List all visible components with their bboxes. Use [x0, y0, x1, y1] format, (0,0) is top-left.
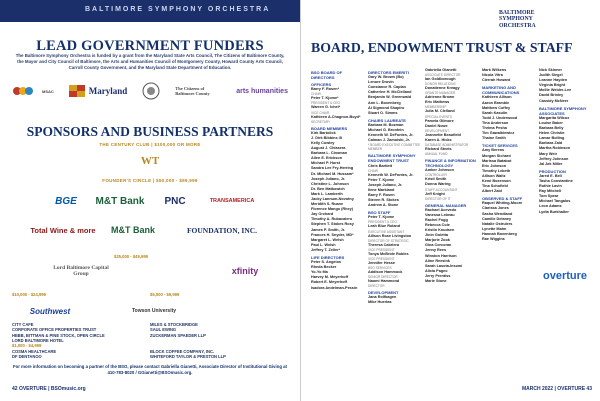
sponsors-heading: SPONSORS AND BUSINESS PARTNERS: [26, 124, 274, 139]
role-title: GRANTS MANAGER: [425, 91, 456, 96]
person-name: Sandra Lee Fry-Herring: [311, 166, 354, 171]
tier-25k: $25,000 - $49,999: [114, 254, 148, 259]
person-name: Nicola Vitra: [482, 73, 503, 78]
person-name: Mark Wilkens: [482, 68, 507, 72]
person-name: Mollie Weider-Lee: [539, 88, 572, 93]
person-name: Cierrah Howard: [482, 78, 511, 83]
person-name: Kenneth W. DeFontes, Jr.: [368, 133, 414, 138]
person-name: Jinin Goletta: [425, 233, 448, 238]
person-name: Jeannette Beaufield: [425, 132, 461, 137]
person-name: Sasha Wendland: [482, 211, 513, 216]
person-name: Isadora Andelman-Pessin: [311, 285, 358, 290]
role-title: MEMBERSHIP: [425, 105, 447, 110]
section-heading: OBSERVED & STAFF: [482, 196, 523, 202]
person-name: Chris Bartlett: [368, 163, 393, 168]
person-name: Gabriella Gianetti: [425, 68, 457, 72]
person-name: Allison Rose Livingston: [368, 233, 412, 238]
person-name: Eric Johnson: [482, 163, 507, 168]
section-heading: MARKETING AND COMMUNICATIONS: [482, 85, 520, 96]
section-heading: BALTIMORE SYMPHONY ENDOWMENT TRUST: [368, 153, 416, 164]
section-heading: GENERAL MANAGER: [425, 202, 467, 208]
maryland-flag-icon: [69, 83, 89, 99]
person-name: Kemi Boxenson: [482, 178, 511, 183]
southwest-logo: Southwest: [29, 306, 71, 316]
section-heading: DIRECTORS EMERITI: [368, 70, 409, 75]
person-name: Ian Goldborough: [425, 77, 456, 82]
person-name: Allison Waltz: [482, 173, 506, 178]
person-name: Kenneth W. DeFontes, Jr.: [368, 172, 414, 177]
person-name: Paul L. Welsh: [311, 242, 336, 247]
person-name: Marjorie Zook: [425, 238, 450, 243]
role-title: PRESIDENT & CEO: [368, 220, 397, 225]
role-title: DIRECTOR OF IT: [425, 196, 451, 201]
person-name: Mary Weir: [539, 151, 558, 156]
role-title: DONOR RELATIONS: [425, 82, 456, 87]
person-name: Peter T. Kjome*: [311, 96, 339, 101]
role-title: SENIOR DIRECTOR: [368, 275, 398, 279]
person-name: Karen A. Hicks: [425, 137, 452, 142]
person-name: Addison Hammock: [368, 269, 403, 274]
person-name: Harvey M. Meyerhoff: [311, 275, 349, 280]
person-name: Peter S. Angelos: [311, 260, 342, 265]
person-name: Stephen T. Stokes Rosy: [311, 222, 354, 227]
right-page: [300, 0, 600, 401]
person-name: Sarah Lasota-Insomi: [425, 263, 463, 268]
person-name: Yo-Yo Ma: [311, 270, 328, 275]
person-name: Rae Wiggins: [482, 237, 505, 241]
person-name: Stuart O. Simms: [368, 110, 398, 115]
role-title: CHAIR: [311, 92, 321, 97]
person-name: Rachael Acevedo: [425, 207, 457, 212]
role-title: STAFF ACCOUNTANT: [425, 187, 458, 192]
person-name: Tim Gawalkiewicz: [482, 131, 515, 136]
roster-column-5: [539, 68, 593, 215]
mt-bank-logo: M&T Bank: [95, 195, 145, 207]
person-name: Peter T. Kjome: [368, 177, 395, 182]
section-heading: LIFE DIRECTORS: [311, 255, 345, 260]
right-page-footer: MARCH 2022 | OVERTURE 43: [521, 386, 592, 392]
person-name: Martha Robinson: [539, 146, 571, 151]
person-name: David Brinley: [539, 93, 564, 98]
person-name: Adrienne Brown: [425, 95, 455, 100]
person-name: Marie Stone: [425, 279, 447, 283]
person-name: Pamela Gilmore: [425, 118, 454, 123]
tier-5k: $5,000 - $9,999: [150, 292, 180, 297]
person-name: Leanne Hayden: [539, 78, 568, 83]
role-title: * BOARD EXECUTIVE COMMITTEE MEMBER: [368, 143, 421, 152]
person-name: Michael Tangalos: [539, 199, 571, 204]
person-name: Constance R. Caplan: [368, 85, 406, 90]
person-name: Gary W. Brown (Bo): [368, 75, 404, 80]
arts-humanities-logo: arts humanities: [236, 87, 288, 95]
person-name: Rheda Becker: [311, 265, 337, 270]
person-name: Raquel Whiting-Moore: [482, 201, 523, 206]
role-title: SECRETARY: [311, 119, 331, 124]
person-name: Calman J. Zamoiski, Jr.: [368, 138, 410, 143]
person-name: Margarita Wilcox: [539, 115, 570, 120]
person-name: Lynette Mahn: [482, 226, 507, 231]
person-name: Hannah Boxenberg: [482, 231, 517, 236]
baltimore-county-logo: The Citizens of Baltimore County: [175, 86, 210, 96]
person-name: Kristin Knudsen: [425, 228, 455, 233]
person-name: Barbara Zaid: [539, 141, 563, 146]
person-name: Natalie Ostrulers: [482, 221, 513, 226]
lead-funders-heading: LEAD GOVERNMENT FUNDERS: [36, 38, 264, 54]
person-name: Rachel Fogg: [425, 217, 448, 222]
person-name: Morgan Sichard: [482, 153, 511, 158]
person-name: Lenore Drovin: [368, 80, 394, 85]
person-name: Eric Mathews: [425, 100, 450, 105]
city-seal-logo: [142, 82, 160, 100]
person-name: Barry F. Rosen: [368, 192, 395, 197]
person-name: Joseph Juliano, Jr.: [311, 176, 346, 181]
sponsor-list-left: CITY CAFE CORPORATE OFFICE PROPERTIES TRUST HEBB, BITTMAN & PINE STOCK, OPEN CIRCLE LORD BALTIMORE HOTEL: [12, 322, 105, 343]
header-band: [0, 0, 300, 22]
role-title: ANNUAL FUND: [425, 152, 448, 157]
section-heading: BOARD MEMBERS: [311, 125, 348, 131]
person-name: Barry F. Rosen*: [311, 87, 340, 92]
century-club-logo: WT: [140, 155, 160, 167]
xfinity-logo: xfinity: [231, 266, 259, 276]
person-name: Nick Skinner: [539, 68, 563, 72]
roster-column-1: [311, 68, 365, 291]
person-name: Christine L. Johnson: [311, 181, 349, 186]
person-name: Jay Orchard: [311, 212, 334, 217]
person-name: Alicia Pageo: [425, 268, 448, 273]
person-name: Virginia Bright: [539, 83, 566, 88]
person-name: James P. Smith, Jr.: [311, 227, 346, 232]
person-name: Cassidy McNeer: [539, 98, 569, 103]
person-name: J. Dirk Bibbins III: [311, 135, 342, 140]
person-name: Judith Siegel: [539, 73, 563, 78]
section-heading: BALTIMORE SYMPHONY ASSOCIATES: [539, 105, 587, 116]
roster-column-2: [368, 68, 422, 305]
bso-logo: BALTIMORE SYMPHONY ORCHESTRA: [499, 10, 536, 29]
role-title: VICE PRESIDENT: [368, 256, 395, 261]
person-name: Vanessa Lebeau: [425, 212, 455, 217]
person-name: Ilene Markland: [368, 187, 395, 192]
person-name: Donatienne Kreagy: [425, 86, 460, 91]
person-name: Louise Baker: [539, 120, 563, 125]
person-name: Jared E. Bell: [539, 173, 562, 178]
person-name: Mark L. Lamberth: [311, 191, 343, 196]
person-name: Barbara L. Cinoman: [311, 151, 348, 156]
person-name: Jeff Knight: [425, 191, 445, 196]
person-name: Kirk Bartolick: [311, 130, 336, 135]
msac-logo: MSAC: [12, 82, 54, 100]
person-name: Camille Delaney: [482, 216, 512, 221]
tier-1k: $1,000 - $4,999: [12, 343, 42, 348]
person-name: Warren G. Ichel*: [311, 105, 341, 110]
role-title: VICE PRESIDENT: [368, 247, 395, 252]
person-name: Leon Adams: [539, 204, 562, 209]
person-name: Thaine Smith: [482, 136, 506, 141]
person-name: Allen E. Erickson: [311, 156, 343, 161]
person-name: Steven R. Stokes: [368, 198, 399, 203]
person-name: Tina Anderson: [482, 120, 509, 125]
person-name: Gina Corcoran: [425, 243, 452, 248]
person-name: Jal Ark Miller: [539, 161, 563, 166]
person-name: Kathleen Allison: [482, 95, 512, 100]
person-name: Jana Rolfbagen: [368, 295, 397, 300]
person-name: Rebecca Cole: [425, 222, 450, 227]
person-name: Benjamin W. Greenwald: [368, 95, 412, 100]
bge-logo: BGE: [55, 195, 77, 207]
person-name: Dr. Ben Matkowich: [311, 186, 345, 191]
section-heading: PRODUCTION: [539, 168, 566, 174]
person-name: Timothy A. Rubacalero: [311, 217, 353, 222]
person-name: Peter T. Kjome: [368, 215, 395, 220]
sponsor-list-left-2: COSMA HEALTHCARE DF DENTANOO: [12, 349, 57, 360]
mt-bank-logo-2: M&T Bank: [110, 225, 155, 235]
left-page-footer: 42 OVERTURE | BSOmusic.org: [12, 386, 86, 392]
person-name: Aline Reesink: [425, 258, 450, 263]
person-name: Leah Blue Roland: [368, 224, 401, 229]
section-heading: OFFICERS: [311, 82, 332, 88]
section-heading: BSO BOARD OF DIRECTORS: [311, 70, 343, 81]
person-name: Daniel Nowe: [425, 123, 448, 128]
role-title: DEVELOPMENT: [425, 128, 450, 133]
lead-funders-text: The Baltimore Symphony Orchestra is funded by a grant from the Maryland State Arts Council, The Citizens of Baltimore County, the Mayor and City Council of Baltimore, the Arts and Humanities Council of Montgomery County, Howard County Arts Council, Carroll County Government, and the Maryland State Department of Education.: [15, 53, 285, 71]
person-name: Jeffrey Johnson: [539, 156, 569, 161]
person-name: Aaron Bramble: [482, 100, 510, 105]
role-title: DIRECTOR: [368, 284, 385, 289]
person-name: Amber Johnson: [425, 168, 454, 173]
roster-column-4: [482, 68, 536, 242]
tier-10k: $10,000 - $24,999: [12, 292, 46, 297]
role-title: ASSOCIATE DIRECTOR: [425, 73, 461, 78]
person-name: Jerry Prentiss: [425, 273, 451, 278]
person-name: August J. Chiasera: [311, 146, 346, 151]
towson-logo: Towson University: [131, 308, 177, 314]
person-name: Margaret L. Welsh: [311, 237, 344, 242]
section-heading: BSO STAFF: [368, 210, 391, 216]
person-name: Dr. Michael M. Hussam*: [311, 171, 354, 176]
person-name: Ann L. Boxenberg: [368, 100, 401, 105]
person-name: Sarah Kasulin: [482, 110, 508, 115]
tier-century-club: THE CENTURY CLUB | $100,000 OR MORE: [99, 142, 201, 147]
person-name: Andrew A. Stone: [368, 203, 399, 208]
government-logo-row: [12, 80, 288, 102]
person-name: Kelly Cowley: [311, 140, 335, 145]
person-name: Kathleen A.Chagnon-Boyd*: [311, 114, 361, 119]
person-name: Donna Waring: [425, 182, 451, 187]
total-wine-logo: Total Wine & more: [30, 225, 96, 235]
person-name: Lamar Bolling: [539, 136, 565, 141]
roster-column-3: [425, 68, 479, 284]
person-name: Marissa Batabot: [482, 158, 512, 163]
band-title: BALTIMORE SYMPHONY ORCHESTRA: [85, 6, 271, 13]
sponsor-list-right-2: BLOCK COFFEE COMPANY, INC. WHITEFORD TAYLOR & PRESTON LLP: [150, 349, 226, 360]
section-heading: TICKET SERVICES: [482, 143, 518, 149]
role-title: BSO SERVICES: [368, 265, 392, 270]
person-name: Barbara M. Bozman: [368, 122, 404, 127]
person-name: Julia M. Clelland: [425, 109, 455, 114]
person-name: Helen Christie: [539, 131, 565, 136]
pnc-logo: PNC: [164, 195, 186, 207]
person-name: Tonya McBride Robles: [368, 251, 409, 256]
section-heading: CHAIRS LAUREATE: [368, 117, 406, 123]
person-name: Tom Spear: [539, 194, 559, 199]
person-name: Michael G. Bronfein: [368, 128, 404, 133]
person-name: Albert Zaid: [482, 189, 502, 194]
person-name: Ray Mitchell: [539, 189, 562, 194]
person-name: Barbara Belly: [539, 126, 564, 131]
person-name: Matthew Coffey: [482, 105, 511, 110]
role-title: DIRECTOR OF STRATEGIC: [368, 238, 409, 243]
partner-contact-note: For more information on becoming a partner of the BSO, please contact Gabriella Gianetti, Associate Director of Institutional Giving at 410-783-8020 / GGianetti@BSOmusic.org.: [13, 364, 287, 375]
person-name: Amy Berens: [482, 148, 505, 153]
person-name: Naomi Hammond: [368, 279, 400, 283]
tier-founders-circle: FOUNDER'S CIRCLE | $50,000 - $99,999: [102, 178, 198, 183]
role-title: PRESIDENT & CEO: [311, 101, 340, 106]
role-title: DATABASE ADMINISTRATOR: [425, 142, 469, 147]
person-name: Todd J. Underwood: [482, 115, 518, 120]
maryland-logo: Maryland: [69, 82, 128, 100]
person-name: Florence Mango (Rhey): [311, 207, 353, 212]
transamerica-logo: TRANSAMERICA: [209, 198, 255, 204]
person-name: Kristi Smith: [425, 177, 447, 182]
msac-mark-icon: [12, 83, 42, 99]
role-title: CHAIR: [368, 168, 378, 173]
lord-baltimore-logo: Lord Baltimore Capital Group: [53, 265, 109, 277]
person-name: Jacky Lannum-Novotny: [311, 196, 354, 201]
person-name: Richard Steets: [425, 146, 452, 151]
person-name: Lydia Burkhalter: [539, 209, 569, 214]
role-title: EXECUTIVE ASSISTANT: [368, 229, 405, 234]
person-name: Clarissa Jones: [482, 206, 509, 211]
person-name: Winston Harrison: [425, 253, 457, 258]
person-name: Timothy Lebeth: [482, 168, 511, 173]
person-name: Michael P. Hurst: [311, 161, 341, 166]
person-name: Jeffrey T. Zeller*: [311, 247, 341, 252]
person-name: Jenny Rees: [425, 248, 447, 253]
person-name: Tasha Constantine: [539, 178, 573, 183]
person-name: Thrima Pesha: [482, 126, 507, 131]
person-name: Al Sigmond Shapiro: [368, 105, 405, 110]
person-name: Robert E. Meyerhoff: [311, 280, 348, 285]
person-name: Jennifer Hesse: [368, 260, 396, 265]
section-heading: FINANCE & INFORMATION TECHNOLOGY: [425, 158, 476, 169]
person-name: Joseph Juliano, Jr.: [368, 182, 403, 187]
seal-icon: [142, 82, 160, 100]
person-name: Frances H. Snyder, MD*: [311, 232, 354, 237]
person-name: Ruthie Lavin: [539, 184, 562, 189]
board-heading: BOARD, ENDOWMENT TRUST & STAFF: [311, 40, 573, 55]
person-name: Theresa Cabriera: [368, 242, 400, 247]
person-name: Meridith S. Ruane: [311, 202, 344, 207]
sponsor-list-right: MILES & STOCKBRIDGE SAUL EWING ZUCKERMAN SPAEDER LLP: [150, 322, 206, 338]
role-title: VICE CHAIR: [311, 110, 330, 115]
person-name: Mike Huertas: [368, 300, 392, 305]
role-title: CONTROLLER: [425, 173, 447, 178]
person-name: Catherine H. McClelland: [368, 90, 412, 95]
overture-logo: overture: [543, 270, 588, 282]
foundation-logo: FOUNDATION, INC.: [186, 225, 258, 235]
role-title: SPECIAL EVENTS: [425, 114, 452, 119]
section-heading: DEVELOPMENT: [368, 290, 399, 296]
person-name: Tina Schofield: [482, 184, 508, 189]
